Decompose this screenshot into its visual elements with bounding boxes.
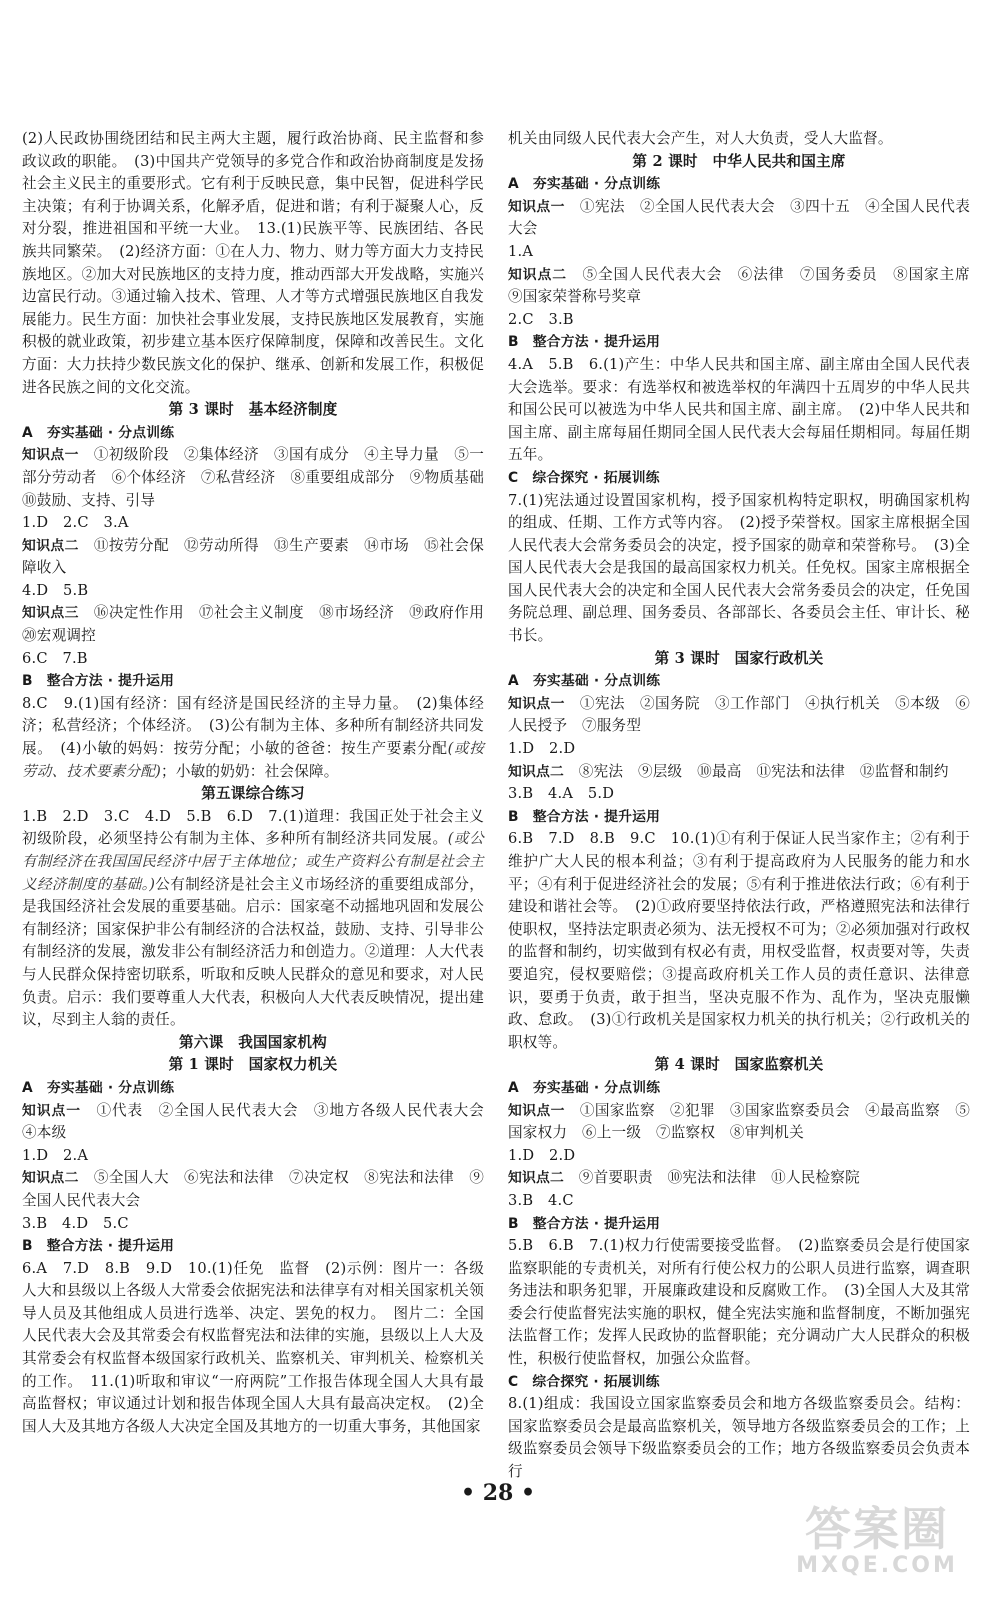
choice-answers: 3.B 4.C <box>508 1191 574 1209</box>
knowledge-label: 知识点二 <box>508 763 564 780</box>
choice-answers: 3.B 4.A 5.D <box>508 785 615 803</box>
answer-paragraph: 4.A 5.B 6.(1)产生：中华人民共和国主席、副主席由全国人民代表大会选举。要求：有选举权和被选举权的年满四十五周岁的中华人民共和国公民可以被选为中华人民共和国主席、副主席。 (2)中华人民共和国主席、副主席每届任期同全国人民代表大会每届任期相同。每届任期五年。 <box>508 355 970 464</box>
chapter-title: 第六课 我国国家机构 <box>179 1033 327 1051</box>
knowledge-label: 知识点三 <box>22 605 79 622</box>
choice-answers: 2.C 3.B <box>508 310 574 328</box>
section-heading: B 整合方法 · 提升运用 <box>22 673 175 690</box>
knowledge-label: 知识点一 <box>508 695 565 712</box>
knowledge-answers: ⑤全国人大 ⑥宪法和法律 ⑦决定权 ⑧宪法和法律 ⑨全国人民代表大会 <box>22 1169 484 1209</box>
continued-paragraph: 机关由同级人民代表大会产生，对人大负责，受人大监督。 <box>508 130 893 147</box>
section-heading: A 夯实基础 · 分点训练 <box>508 673 661 690</box>
review-title: 第五课综合练习 <box>201 785 305 803</box>
lesson-title: 第 4 课时 国家监察机关 <box>654 1056 824 1074</box>
knowledge-point <box>22 1167 484 1212</box>
knowledge-point <box>508 196 970 241</box>
section-heading: A 夯实基础 · 分点训练 <box>508 1079 661 1096</box>
knowledge-answers: ⑤全国人民代表大会 ⑥法律 ⑦国务委员 ⑧国家主席 ⑨国家荣誉称号奖章 <box>508 265 985 306</box>
answer-text: 8.C 9.(1)国有经济：国有经济是国民经济的主导力量。 (2)集体经济；私营经济；个体经济。 (3)公有制为主体、多种所有制经济共同发展。 (4)小敏的妈妈：按劳分配；小敏的爸爸：按生产要素分配 <box>22 694 484 758</box>
lesson-title: 第 1 课时 国家权力机关 <box>168 1056 338 1074</box>
knowledge-answers: ⑯决定性作用 ⑰社会主义制度 ⑱市场经济 ⑲政府作用 ⑳宏观调控 <box>22 604 499 645</box>
answer-text: ；小敏的奶奶：社会保障。 <box>161 762 339 780</box>
section-heading: A 夯实基础 · 分点训练 <box>508 176 661 193</box>
knowledge-label: 知识点一 <box>22 447 79 464</box>
handwritten-note: (或按劳动、技术要素分配) <box>22 740 485 780</box>
answer-paragraph: 8.(1)组成：我国设立国家监察委员会和地方各级监察委员会。结构：国家监察委员会是最高监察机关，领导地方各级监察委员会的工作；上级监察委员会领导下级监察委员会的工作；地方各级监察委员会负责本行 <box>508 1395 970 1481</box>
knowledge-answers: ①初级阶段 ②集体经济 ③国有成分 ④主导力量 ⑤一部分劳动者 ⑥个体经济 ⑦私营经济 ⑧重要组成部分 ⑨物质基础 ⑩鼓励、支持、引导 <box>22 446 499 509</box>
handwritten-note: (或公有制经济在我国国民经济中居于主体地位；或生产资料公有制是社会主义经济制度的基础。) <box>22 830 485 893</box>
knowledge-point <box>508 761 970 784</box>
knowledge-label: 知识点二 <box>508 1170 564 1187</box>
knowledge-point <box>508 1100 970 1145</box>
knowledge-point <box>22 444 499 512</box>
knowledge-point <box>508 693 970 738</box>
answer-text: 1.B 2.D 3.C 4.D 5.B 6.D 7.(1)道理：我国正处于社会主义初级阶段，必须坚持公有制为主体、多种所有制经济共同发展。 <box>22 807 484 848</box>
section-heading: A 夯实基础 · 分点训练 <box>22 424 175 441</box>
lesson-title: 第 3 课时 基本经济制度 <box>168 401 338 419</box>
knowledge-label: 知识点一 <box>22 1102 81 1119</box>
answer-paragraph: 5.B 6.B 7.(1)权力行使需要接受监督。 (2)监察委员会是行使国家监察职能的专责机关，对所有行使公权力的公职人员进行监察，调查职务违法和职务犯罪，开展廉政建设和反腐败工作。 (3)全国人大及其常委会行使监督宪法实施的职权，健全宪法实施和监督制度，不断加强宪法监督工作；发挥人民政协的监督职能；充分调动广大人民群众的积极性，积极行使监督权，加强公众监督。 <box>508 1237 970 1368</box>
knowledge-answers: ①代表 ②全国人民代表大会 ③地方各级人民代表大会 ④本级 <box>22 1101 499 1142</box>
section-heading: C 综合探究 · 拓展训练 <box>508 469 660 486</box>
knowledge-label: 知识点一 <box>508 198 565 215</box>
knowledge-point <box>22 602 499 647</box>
choice-answers: 1.A <box>508 242 534 260</box>
answer-paragraph <box>22 806 484 1032</box>
intro-paragraph: (2)人民政协围绕团结和民主两大主题，履行政治协商、民主监督和参政议政的职能。 (3)中国共产党领导的多党合作和政治协商制度是发扬社会主义民主的重要形式。它有利于反映民意，集中民智，促进科学民主决策；有利于协调关系，化解矛盾，促进和谐；有利于凝聚人心，反对分裂，推进祖国和平统一大业。 13.(1)民族平等、民族团结、各民族共同繁荣。 (2)经济方面：①在人力、物力、财力等方面大力支持民族地区。②加大对民族地区的支持力度，推动西部大开发战略，实施兴边富民行动。③通过输入技术、管理、人才等方式增强民族地区自我发展能力。民生方面：加快社会事业发展，支持民族地区发展教育，实施积极的就业政策，初步建立基本医疗保障制度，保障和改善民生。文化方面：大力扶持少数民族文化的保护、继承、创新和发展工作，积极促进各民族之间的文化交流。 <box>22 130 484 396</box>
answer-paragraph <box>22 693 484 783</box>
section-heading: B 整合方法 · 提升运用 <box>508 1215 661 1232</box>
knowledge-point <box>508 264 985 309</box>
lesson-title: 第 3 课时 国家行政机关 <box>654 649 824 667</box>
knowledge-label: 知识点二 <box>22 1170 79 1187</box>
choice-answers: 1.D 2.D <box>508 740 576 758</box>
section-heading: A 夯实基础 · 分点训练 <box>22 1079 175 1096</box>
knowledge-answers: ⑪按劳分配 ⑫劳动所得 ⑬生产要素 ⑭市场 ⑮社会保障收入 <box>22 536 484 577</box>
knowledge-answers: ①国家监察 ②犯罪 ③国家监察委员会 ④最高监察 ⑤国家权力 ⑥上一级 ⑦监察权 ⑧审判机关 <box>508 1101 970 1142</box>
answer-paragraph: 7.(1)宪法通过设置国家机构，授予国家机构特定职权，明确国家机构的组成、任期、工作方式等内容。 (2)授予荣誉权。国家主席根据全国人民代表大会常务委员会的决定，授予国家的勋章和荣誉称号。 (3)全国人民代表大会是我国的最高国家权力机关。任免权。国家主席根据全国人民代表大会的决定和全国人民代表大会常务委员会的决定，任免国务院总理、副总理、国务委员、各部部长、各委员会主任、审计长、秘书长。 <box>508 491 970 645</box>
knowledge-point <box>22 1100 499 1145</box>
watermark-url: MXQE.COM <box>796 1553 958 1578</box>
knowledge-label: 知识点二 <box>22 537 79 554</box>
lesson-title: 第 2 课时 中华人民共和国主席 <box>632 152 846 170</box>
page-number: • 28 • <box>460 1480 536 1506</box>
answer-text: 公有制经济是社会主义市场经济的重要组成部分，是我国经济社会发展的重要基础。启示：国家毫不动摇地巩固和发展公有制经济；国家保护非公有制经济的合法权益，鼓励、支持、引导非公有制经济的发展，激发非公有制经济活力和创造力。②道理：人大代表与人民群众保持密切联系，听取和反映人民群众的意见和要求，对人民负责。启示：我们要尊重人大代表，积极向人大代表反映情况，提出建议，尽到主人翁的责任。 <box>22 875 484 1029</box>
choice-answers: 4.D 5.B <box>22 581 89 599</box>
choice-answers: 1.D 2.A <box>22 1146 89 1164</box>
answer-paragraph: 6.B 7.D 8.B 9.C 10.(1)①有利于保证人民当家作主；②有利于维护广大人民的根本利益；③有利于提高政府为人民服务的能力和水平；④有利于促进经济社会的发展；⑤有利于推进依法行政；⑥有利于建设和谐社会等。 (2)①政府要坚持依法行政，严格遵照宪法和法律行使职权，坚持法定职责必须为、法无授权不可为；②必须加强对行政权的监督和制约，切实做到有权必有责，用权受监督，权责要对等，失责要追究，侵权要赔偿；③提高政府机关工作人员的责任意识、法律意识，要勇于负责，敢于担当，坚决克服不作为、乱作为，坚决克服懒政、怠政。 (3)①行政机关是国家权力机关的执行机关；②行政机关的职权等。 <box>508 830 970 1051</box>
knowledge-label: 知识点一 <box>508 1102 565 1119</box>
section-heading: B 整合方法 · 提升运用 <box>508 334 661 351</box>
answer-paragraph: 6.A 7.D 8.B 9.D 10.(1)任免 监督 (2)示例：图片一：各级人大和县级以上各级人大常委会依据宪法和法律享有对相关国家机关领导人员及其他组成人员进行选举、决定、罢免的权力。 图片二：全国人民代表大会及其常委会有权监督宪法和法律的实施，县级以上人大及其常委会有权监督本级国家行政机关、监察机关、审判机关、检察机关的工作。 11.(1)听取和审议“一府两院”工作报告体现全国人大具有最高监督权；审议通过计划和报告体现全国人大具有最高决定权。 (2)全国人大及其地方各级人大决定全国及其地方的一切重大事务，其他国家 <box>22 1259 484 1435</box>
watermark-text: 答案圈 <box>805 1502 949 1556</box>
choice-answers: 3.B 4.D 5.C <box>22 1214 129 1232</box>
knowledge-point <box>22 535 484 580</box>
section-heading: C 综合探究 · 拓展训练 <box>508 1373 660 1390</box>
knowledge-answers: ①宪法 ②国务院 ③工作部门 ④执行机关 ⑤本级 ⑥人民授予 ⑦服务型 <box>508 694 970 735</box>
right-column <box>508 128 985 1484</box>
section-heading: B 整合方法 · 提升运用 <box>22 1238 175 1255</box>
knowledge-answers: ⑧宪法 ⑨层级 ⑩最高 ⑪宪法和法律 ⑫监督和制约 <box>578 762 949 780</box>
knowledge-answers: ①宪法 ②全国人民代表大会 ③四十五 ④全国人民代表大会 <box>508 197 970 238</box>
knowledge-point <box>508 1167 970 1190</box>
choice-answers: 6.C 7.B <box>22 649 88 667</box>
watermark-logo <box>782 1504 972 1582</box>
choice-answers: 1.D 2.D <box>508 1146 576 1164</box>
choice-answers: 1.D 2.C 3.A <box>22 514 129 532</box>
section-heading: B 整合方法 · 提升运用 <box>508 808 661 825</box>
knowledge-label: 知识点二 <box>508 266 567 283</box>
knowledge-answers: ⑨首要职责 ⑩宪法和法律 ⑪人民检察院 <box>578 1169 860 1187</box>
left-column <box>22 128 499 1438</box>
